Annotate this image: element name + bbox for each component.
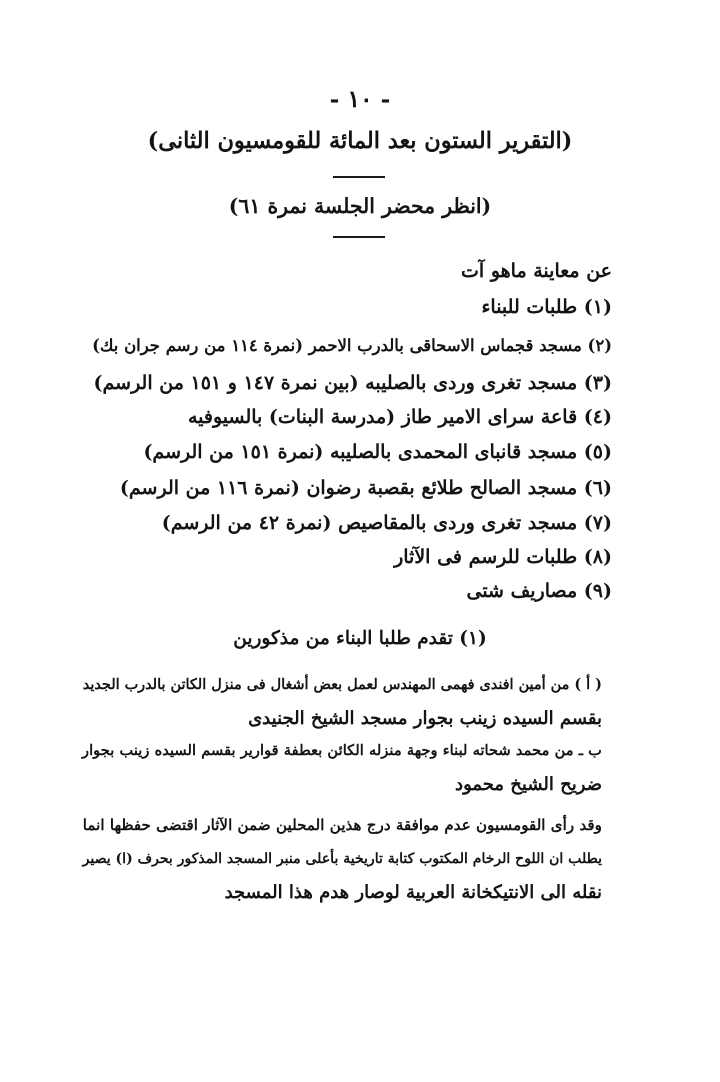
agenda-item: (٩) مصاريف شتى [466,580,612,602]
report-title: (التقرير الستون بعد المائة للقومسيون الثانى) [147,128,573,154]
paragraph-line: بقسم السيده زينب بجوار مسجد الشيخ الجنيدى [248,708,602,729]
paragraph-line: ( أ ) من أمين افندى فهمى المهندس لعمل بعض أشغال فى منزل الكاتن بالدرب الجديد [82,676,602,693]
agenda-item: (٥) مسجد قانباى المحمدى بالصليبه (نمرة ١٥١ من الرسم) [143,441,612,463]
minutes-reference: (انظر محضر الجلسة نمرة ٦١) [228,194,492,218]
paragraph-line: ضريح الشيخ محمود [455,774,602,795]
agenda-item: (٨) طلبات للرسم فى الآثار [394,546,612,568]
title-divider [333,176,385,178]
agenda-item: (٤) قاعة سراى الامير طاز (مدرسة البنات) بالسيوفيه [187,406,612,428]
section-heading: (١) تقدم طلبا البناء من مذكورين [233,628,487,649]
paragraph-line: وقد رأى القومسيون عدم موافقة درج هذين المحلين ضمن الآثار اقتضى حفظها انما [82,816,602,834]
paragraph-line: ب ـ من محمد شحاته لبناء وجهة منزله الكائن بعطفة قوارير بقسم السيده زينب بجوار [82,742,602,759]
subtitle-divider [333,236,385,238]
page-number: - ١٠ - [329,85,391,113]
agenda-item: (٢) مسجد قجماس الاسحاقى بالدرب الاحمر (نمرة ١١٤ من رسم جران بك) [92,336,612,355]
agenda-item: (٣) مسجد تغرى وردى بالصليبه (بين نمرة ١٤٧ و ١٥١ من الرسم) [93,372,612,394]
paragraph-line: نقله الى الانتيكخانة العربية لوصار هدم هذا المسجد [224,882,602,903]
agenda-item: (٦) مسجد الصالح طلائع بقصبة رضوان (نمرة ١١٦ من الرسم) [119,477,612,499]
paragraph-line: يطلب ان اللوح الرخام المكتوب كتابة تاريخية بأعلى منبر المسجد المذكور بحرف (ا) يصير [82,851,602,867]
inspection-intro: عن معاينة ماهو آت [461,260,612,282]
agenda-item: (٧) مسجد تغرى وردى بالمقاصيص (نمرة ٤٢ من الرسم) [161,512,612,534]
agenda-item: (١) طلبات للبناء [481,296,612,318]
